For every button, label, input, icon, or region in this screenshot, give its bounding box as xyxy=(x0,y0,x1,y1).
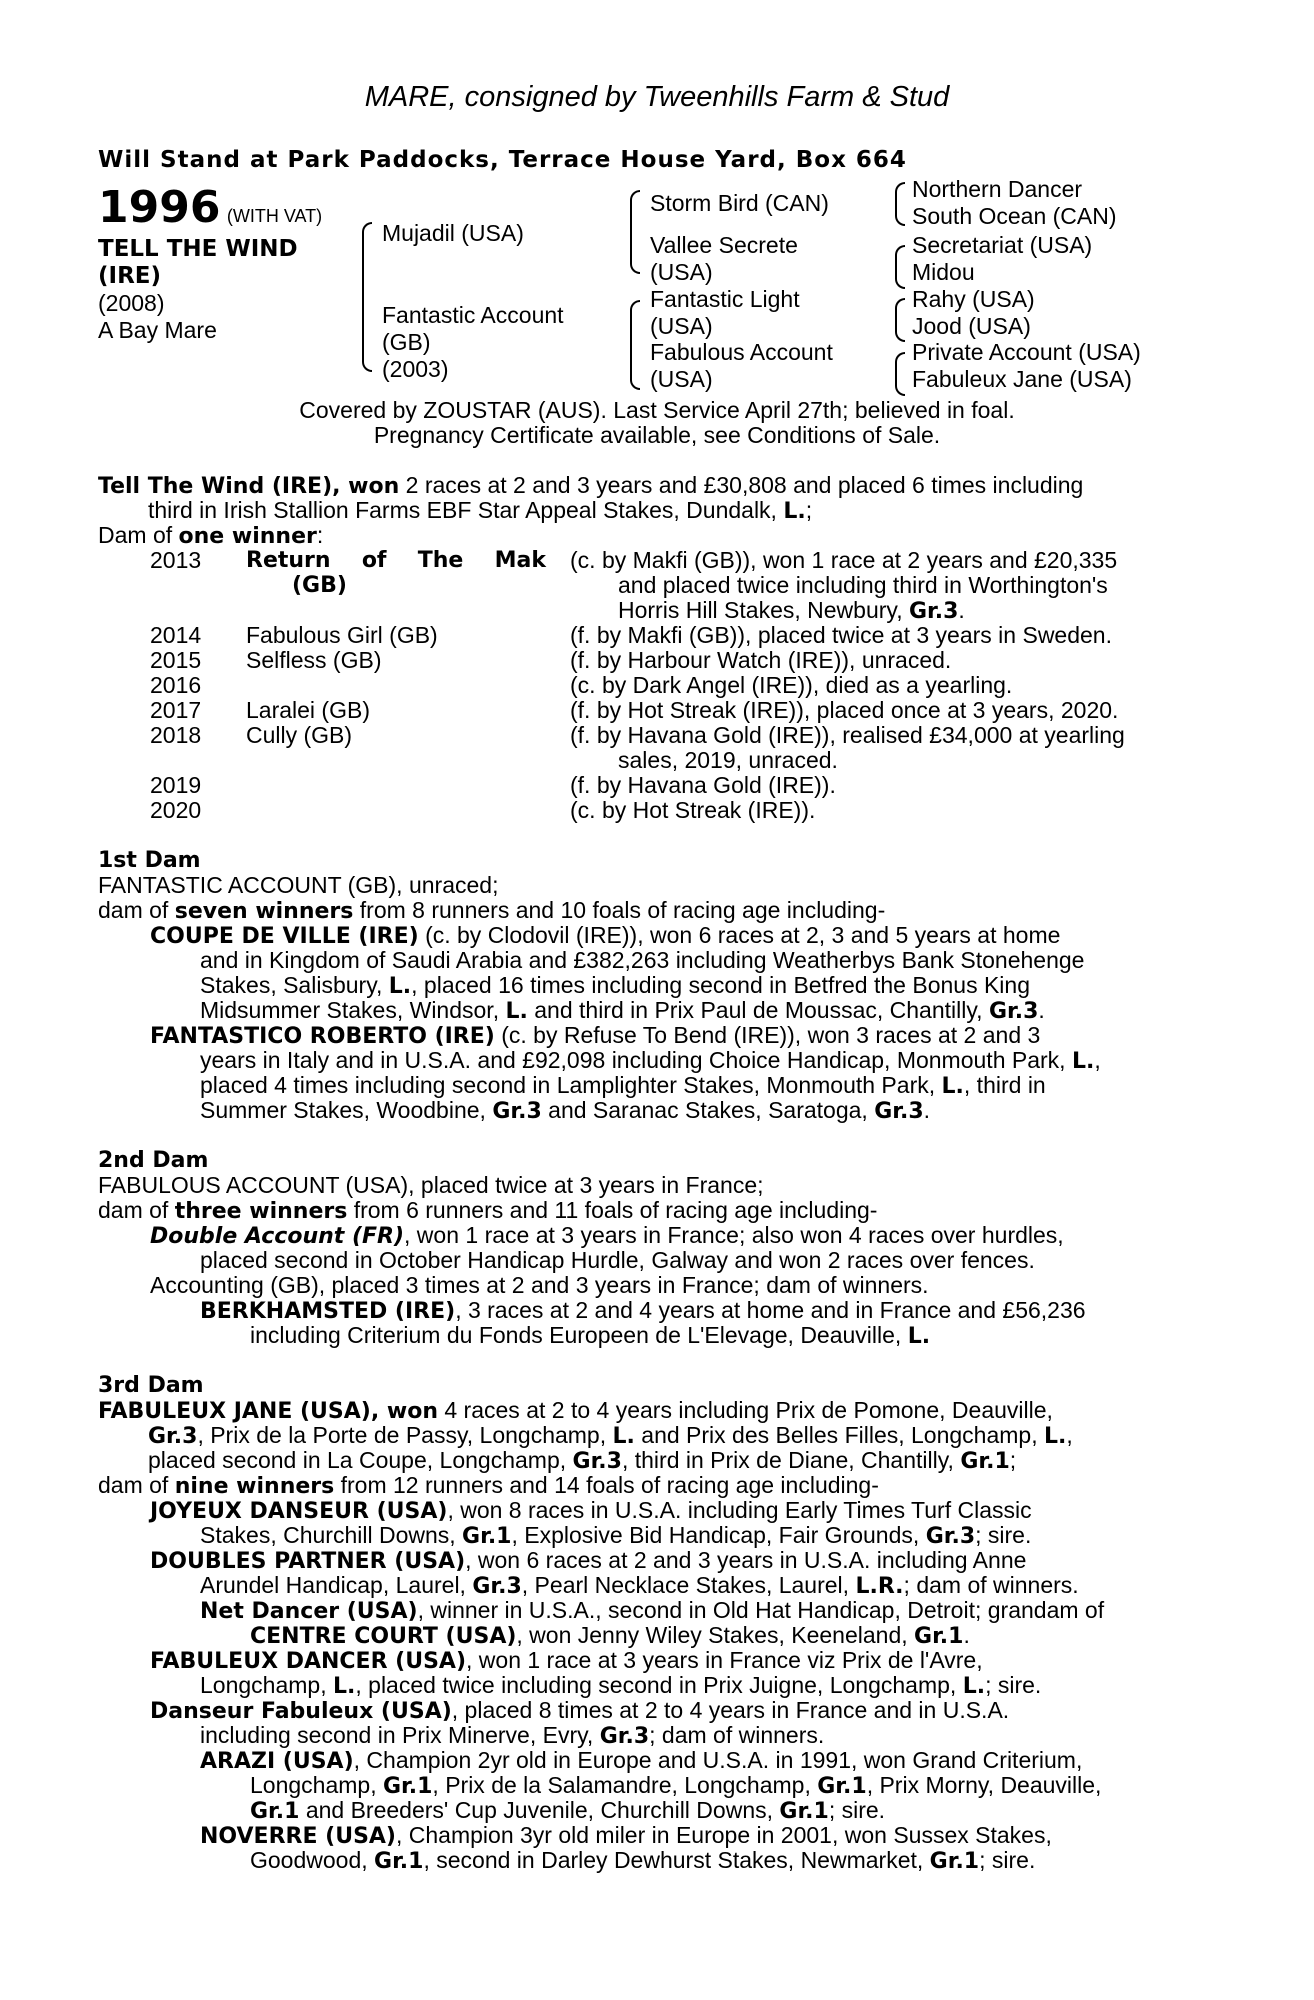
brace-ss xyxy=(895,182,905,226)
progeny-detail: Horris Hill Stakes, Newbury, Gr.3. xyxy=(618,597,965,624)
fantastico-line4: Summer Stakes, Woodbine, Gr.3 and Saranac Stakes, Saratoga, Gr.3. xyxy=(200,1097,931,1124)
brace-gen1 xyxy=(362,222,372,372)
progeny-year: 2016 xyxy=(150,672,202,698)
ssd: South Ocean (CAN) xyxy=(912,203,1117,229)
double-account-line1: Double Account (FR), won 1 race at 3 years in France; also won 4 races over hurdles, xyxy=(150,1222,1064,1249)
covered-line2: Pregnancy Certificate available, see Conditions of Sale. xyxy=(373,422,941,448)
dam-line3: (2003) xyxy=(382,356,449,382)
arazi-line3: Gr.1 and Breeders' Cup Juvenile, Churchill Downs, Gr.1; sire. xyxy=(250,1797,886,1824)
ddd: Fabuleux Jane (USA) xyxy=(912,366,1132,392)
fabuleux-jane-line1: FABULEUX JANE (USA), won 4 races at 2 to 4 years including Prix de Pomone, Deauville, xyxy=(98,1397,1053,1424)
fantastico-line1: FANTASTICO ROBERTO (IRE) (c. by Refuse To Bend (IRE)), won 3 races at 2 and 3 xyxy=(150,1022,1041,1049)
page-title: MARE, consigned by Tweenhills Farm & Stud xyxy=(364,81,950,113)
dam-of-line: Dam of one winner: xyxy=(98,522,324,549)
fab-dancer-line2: Longchamp, L., placed twice including second in Prix Juigne, Longchamp, L.; sire. xyxy=(200,1672,1042,1699)
progeny-detail: (f. by Havana Gold (IRE)). xyxy=(570,772,836,798)
coupe-line4: Midsummer Stakes, Windsor, L. and third in Prix Paul de Moussac, Chantilly, Gr.3. xyxy=(200,997,1045,1024)
intro-line1: Tell The Wind (IRE), won 2 races at 2 and 3 years and £30,808 and placed 6 times including xyxy=(98,472,1084,499)
stand-location: Will Stand at Park Paddocks, Terrace House Yard, Box 664 xyxy=(98,147,907,173)
sss: Northern Dancer xyxy=(912,176,1083,202)
doubles-line2: Arundel Handicap, Laurel, Gr.3, Pearl Necklace Stakes, Laurel, L.R.; dam of winners. xyxy=(200,1572,1079,1599)
dsd: Jood (USA) xyxy=(912,313,1031,339)
centre-court-line: CENTRE COURT (USA), won Jenny Wiley Stakes, Keeneland, Gr.1. xyxy=(250,1622,970,1649)
brace-dd xyxy=(895,352,905,396)
lot-number-block xyxy=(98,182,323,233)
sdd: Midou xyxy=(912,259,975,285)
coupe-line1: COUPE DE VILLE (IRE) (c. by Clodovil (IRE)), won 6 races at 2, 3 and 5 years at home xyxy=(150,922,1061,949)
fabuleux-jane-line2: Gr.3, Prix de la Porte de Passy, Longchamp, L. and Prix des Belles Filles, Longchamp, L., xyxy=(148,1422,1073,1449)
second-dam-line: FABULOUS ACCOUNT (USA), placed twice at 3 years in France; xyxy=(98,1172,764,1198)
noverre-line2: Goodwood, Gr.1, second in Darley Dewhurst Stakes, Newmarket, Gr.1; sire. xyxy=(250,1847,1036,1874)
first-dam-line: FANTASTIC ACCOUNT (GB), unraced; xyxy=(98,872,499,898)
doubles-line1: DOUBLES PARTNER (USA), won 6 races at 2 and 3 years in U.S.A. including Anne xyxy=(150,1547,1027,1574)
third-dam-heading: 3rd Dam xyxy=(98,1373,204,1398)
progeny-year: 2020 xyxy=(150,797,202,823)
progeny-year: 2019 xyxy=(150,772,202,798)
coupe-line2: and in Kingdom of Saudi Arabia and £382,263 including Weatherbys Bank Stonehenge xyxy=(200,947,1085,973)
horse-description: A Bay Mare xyxy=(98,317,217,343)
noverre-line1: NOVERRE (USA), Champion 3yr old miler in Europe in 2001, won Sussex Stakes, xyxy=(200,1822,1052,1849)
berkhamsted-line2: including Criterium du Fonds Europeen de L'Elevage, Deauville, L. xyxy=(250,1322,931,1349)
progeny-year: 2018 xyxy=(150,722,202,748)
progeny-name: Fabulous Girl (GB) xyxy=(246,622,438,648)
brace-sd xyxy=(895,245,905,289)
intro-line2: third in Irish Stallion Farms EBF Star Appeal Stakes, Dundalk, L.; xyxy=(148,497,813,524)
lot-number: 1996 xyxy=(98,182,221,233)
dam-line2: (GB) xyxy=(382,329,431,355)
dds: Private Account (USA) xyxy=(912,339,1141,365)
dam-dam-line1: Fabulous Account xyxy=(650,339,833,365)
brace-sire xyxy=(630,190,640,274)
progeny-detail: sales, 2019, unraced. xyxy=(618,747,838,773)
progeny-detail: (f. by Harbour Watch (IRE)), unraced. xyxy=(570,647,952,673)
progeny-name: (GB) xyxy=(292,573,347,598)
fabuleux-jane-line3: placed second in La Coupe, Longchamp, Gr.3, third in Prix de Diane, Chantilly, Gr.1; xyxy=(148,1447,1017,1474)
sire: Mujadil (USA) xyxy=(382,220,524,246)
progeny-name: Laralei (GB) xyxy=(246,697,370,723)
dss: Rahy (USA) xyxy=(912,286,1035,312)
dam-dam-line2: (USA) xyxy=(650,366,713,392)
progeny-name: Return of The Mak xyxy=(246,548,546,573)
progeny-detail: and placed twice including third in Worthington's xyxy=(618,572,1108,598)
accounting-line: Accounting (GB), placed 3 times at 2 and 3 years in France; dam of winners. xyxy=(150,1272,929,1298)
progeny-detail: (c. by Makfi (GB)), won 1 race at 2 years and £20,335 xyxy=(570,547,1118,573)
horse-name-line2: (IRE) xyxy=(98,263,162,289)
sire-dam-line1: Vallee Secrete xyxy=(650,232,798,258)
first-dam-heading: 1st Dam xyxy=(98,848,201,873)
sire-sire: Storm Bird (CAN) xyxy=(650,190,829,216)
berkhamsted-line1: BERKHAMSTED (IRE), 3 races at 2 and 4 years at home and in France and £56,236 xyxy=(200,1297,1086,1324)
sds: Secretariat (USA) xyxy=(912,232,1093,258)
progeny-detail: (c. by Dark Angel (IRE)), died as a yearling. xyxy=(570,672,1013,698)
sire-dam-line2: (USA) xyxy=(650,259,713,285)
danseur-line2: including second in Prix Minerve, Evry, Gr.3; dam of winners. xyxy=(200,1722,825,1749)
joyeux-line1: JOYEUX DANSEUR (USA), won 8 races in U.S.A. including Early Times Turf Classic xyxy=(150,1497,1032,1524)
fantastico-line3: placed 4 times including second in Lamplighter Stakes, Monmouth Park, L., third in xyxy=(200,1072,1046,1099)
dam-line1: Fantastic Account xyxy=(382,302,564,328)
horse-year: (2008) xyxy=(98,290,165,316)
progeny-year: 2013 xyxy=(150,547,202,573)
net-dancer-line: Net Dancer (USA), winner in U.S.A., second in Old Hat Handicap, Detroit; grandam of xyxy=(200,1597,1105,1624)
progeny-detail: (f. by Hot Streak (IRE)), placed once at 3 years, 2020. xyxy=(570,697,1119,723)
arazi-line1: ARAZI (USA), Champion 2yr old in Europe and U.S.A. in 1991, won Grand Criterium, xyxy=(200,1747,1083,1774)
danseur-line1: Danseur Fabuleux (USA), placed 8 times at 2 to 4 years in France and in U.S.A. xyxy=(150,1697,1010,1724)
vat-note: (WITH VAT) xyxy=(226,206,323,226)
progeny-year: 2014 xyxy=(150,622,202,648)
brace-ds xyxy=(895,298,905,342)
joyeux-line2: Stakes, Churchill Downs, Gr.1, Explosive Bid Handicap, Fair Grounds, Gr.3; sire. xyxy=(200,1522,1032,1549)
horse-name-line1: TELL THE WIND xyxy=(98,236,298,262)
progeny-detail: (c. by Hot Streak (IRE)). xyxy=(570,797,816,823)
dam-sire-line2: (USA) xyxy=(650,313,713,339)
third-dam-winners: dam of nine winners from 12 runners and 14 foals of racing age including- xyxy=(98,1472,879,1499)
arazi-line2: Longchamp, Gr.1, Prix de la Salamandre, Longchamp, Gr.1, Prix Morny, Deauville, xyxy=(250,1772,1102,1799)
progeny-year: 2015 xyxy=(150,647,202,673)
coupe-line3: Stakes, Salisbury, L., placed 16 times including second in Betfred the Bonus King xyxy=(200,972,1030,999)
progeny-name: Cully (GB) xyxy=(246,722,353,748)
progeny-name: Selfless (GB) xyxy=(246,647,382,673)
fantastico-line2: years in Italy and in U.S.A. and £92,098 including Choice Handicap, Monmouth Park, L., xyxy=(200,1047,1101,1074)
progeny-year: 2017 xyxy=(150,697,202,723)
second-dam-heading: 2nd Dam xyxy=(98,1148,209,1173)
progeny-detail: (f. by Havana Gold (IRE)), realised £34,000 at yearling xyxy=(570,722,1125,748)
brace-dam xyxy=(630,300,640,390)
progeny-detail: (f. by Makfi (GB)), placed twice at 3 years in Sweden. xyxy=(570,622,1112,648)
second-dam-winners: dam of three winners from 6 runners and 11 foals of racing age including- xyxy=(98,1197,878,1224)
dam-sire-line1: Fantastic Light xyxy=(650,286,800,312)
double-account-line2: placed second in October Handicap Hurdle, Galway and won 2 races over fences. xyxy=(200,1247,1035,1273)
fab-dancer-line1: FABULEUX DANCER (USA), won 1 race at 3 years in France viz Prix de l'Avre, xyxy=(150,1647,983,1674)
first-dam-winners: dam of seven winners from 8 runners and 10 foals of racing age including- xyxy=(98,897,886,924)
covered-line1: Covered by ZOUSTAR (AUS). Last Service April 27th; believed in foal. xyxy=(299,397,1015,423)
